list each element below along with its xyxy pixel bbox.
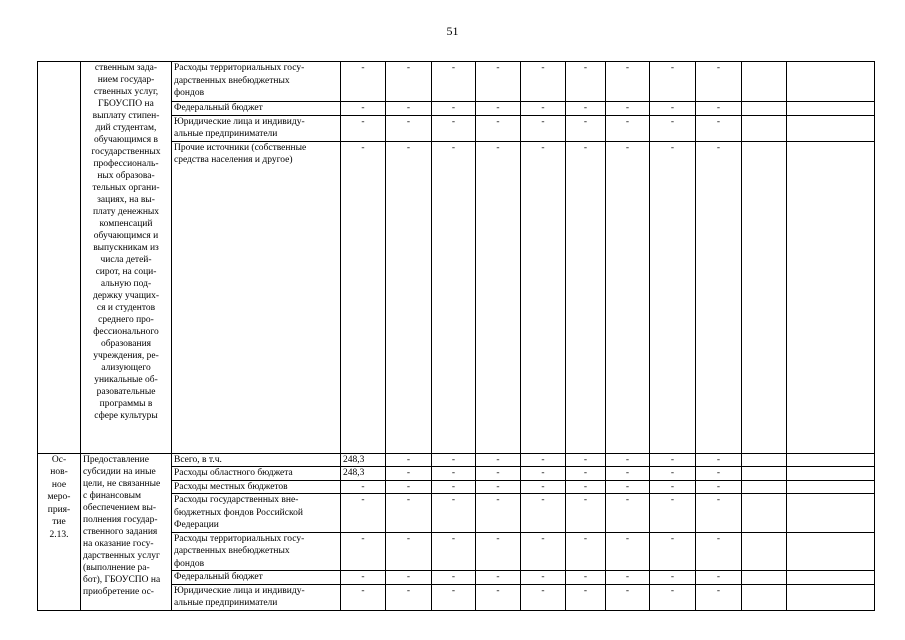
funding-source-cell: Расходы территориальных госу- дарственных внебюджетных фондов (172, 532, 341, 571)
value-cell: 248,3 (341, 453, 386, 467)
value-cell: - (606, 453, 650, 467)
funding-source-cell: Расходы территориальных госу- дарственных внебюджетных фондов (172, 62, 341, 102)
value-cell: - (566, 141, 606, 453)
funding-source-cell: Юридические лица и индивиду- альные предприниматели (172, 115, 341, 141)
value-cell: - (341, 115, 386, 141)
value-cell: - (386, 467, 432, 481)
value-cell: - (432, 571, 476, 585)
value-cell: - (650, 453, 696, 467)
value-cell: - (606, 467, 650, 481)
value-cell: - (606, 584, 650, 610)
budget-table (37, 61, 875, 611)
value-cell (787, 480, 875, 494)
value-cell: - (566, 584, 606, 610)
value-cell: - (696, 115, 742, 141)
funding-source-cell: Расходы государственных вне- бюджетных фондов Российской Федерации (172, 494, 341, 533)
value-cell: - (696, 584, 742, 610)
value-cell: - (696, 62, 742, 102)
value-cell: - (341, 532, 386, 571)
value-cell: - (650, 480, 696, 494)
value-cell: - (566, 453, 606, 467)
value-cell (742, 62, 787, 102)
value-cell: - (432, 494, 476, 533)
value-cell: - (341, 62, 386, 102)
value-cell: - (476, 141, 521, 453)
value-cell: - (566, 494, 606, 533)
value-cell: - (696, 453, 742, 467)
value-cell: - (696, 532, 742, 571)
value-cell: - (476, 467, 521, 481)
table-row (38, 453, 875, 467)
value-cell: - (521, 584, 566, 610)
value-cell: - (386, 494, 432, 533)
value-cell: - (650, 584, 696, 610)
table-row (38, 62, 875, 102)
value-cell (787, 62, 875, 102)
value-cell: - (341, 102, 386, 116)
value-cell: - (476, 480, 521, 494)
value-cell (787, 102, 875, 116)
value-cell: - (476, 584, 521, 610)
value-cell (742, 141, 787, 453)
value-cell: - (476, 453, 521, 467)
value-cell: - (650, 115, 696, 141)
value-cell: - (650, 494, 696, 533)
measure-description-cell: ственным задa- нием государ- ственных услуг, ГБОУСПО на выплату стипен- дий студентам, обучающимся в государственных профессиональ- ных образова- тельных органи- зациях, на вы- плату денежных компенсаций обучающимся и выпускникам из числа детей- сирот, на соци- альную под- держку учащих- ся и студентов среднего про- фессионального образования учреждения, ре- ализующего уникальные об- разовательные программы в сфере культуры (81, 62, 172, 454)
value-cell: - (521, 571, 566, 585)
value-cell: - (696, 480, 742, 494)
budget-table-body (38, 62, 875, 611)
value-cell (742, 532, 787, 571)
value-cell: - (606, 494, 650, 533)
value-cell: - (606, 115, 650, 141)
value-cell: - (341, 584, 386, 610)
value-cell: - (386, 115, 432, 141)
funding-source-cell: Всего, в т.ч. (172, 453, 341, 467)
value-cell: - (386, 141, 432, 453)
value-cell (742, 102, 787, 116)
value-cell: - (386, 102, 432, 116)
value-cell: - (341, 494, 386, 533)
value-cell: - (476, 494, 521, 533)
value-cell: - (386, 62, 432, 102)
value-cell: - (432, 532, 476, 571)
value-cell: - (696, 141, 742, 453)
value-cell: - (606, 141, 650, 453)
value-cell: - (566, 467, 606, 481)
value-cell: - (696, 102, 742, 116)
value-cell: - (432, 584, 476, 610)
funding-source-cell: Расходы местных бюджетов (172, 480, 341, 494)
value-cell: - (432, 62, 476, 102)
value-cell: - (521, 494, 566, 533)
value-cell: - (521, 453, 566, 467)
value-cell: - (650, 141, 696, 453)
value-cell: - (606, 571, 650, 585)
value-cell (787, 115, 875, 141)
funding-source-cell: Юридические лица и индивиду- альные предприниматели (172, 584, 341, 610)
value-cell: - (606, 102, 650, 116)
value-cell (787, 584, 875, 610)
value-cell: - (606, 480, 650, 494)
measure-number-cell: Ос- нов- ное меро- прия- тие 2.13. (38, 453, 81, 610)
value-cell: - (566, 102, 606, 116)
value-cell (742, 494, 787, 533)
value-cell (742, 467, 787, 481)
measure-description-cell: Предоставление субсидии на иные цели, не связанные с финансовым обеспечением вы- полнения государ- ственного задания на оказание госу- дарственных услуг (выполнение ра- бот), ГБОУСПО на приобретение ос- (81, 453, 172, 610)
value-cell: - (521, 467, 566, 481)
value-cell: - (696, 571, 742, 585)
value-cell: - (432, 467, 476, 481)
value-cell (742, 453, 787, 467)
value-cell: - (341, 480, 386, 494)
funding-source-cell: Федеральный бюджет (172, 102, 341, 116)
value-cell: - (432, 115, 476, 141)
value-cell: - (606, 532, 650, 571)
value-cell: - (696, 494, 742, 533)
value-cell (787, 141, 875, 453)
value-cell (787, 494, 875, 533)
value-cell: - (650, 571, 696, 585)
value-cell: - (341, 571, 386, 585)
value-cell: - (566, 115, 606, 141)
value-cell (742, 115, 787, 141)
value-cell: - (650, 62, 696, 102)
value-cell: - (566, 480, 606, 494)
value-cell: - (432, 453, 476, 467)
value-cell (742, 584, 787, 610)
value-cell: - (521, 532, 566, 571)
value-cell: - (650, 102, 696, 116)
value-cell: - (432, 102, 476, 116)
value-cell: - (476, 62, 521, 102)
value-cell: - (386, 480, 432, 494)
value-cell: - (521, 480, 566, 494)
value-cell: - (386, 584, 432, 610)
value-cell: - (341, 141, 386, 453)
value-cell (787, 467, 875, 481)
value-cell: - (476, 102, 521, 116)
value-cell: - (432, 141, 476, 453)
value-cell: - (606, 62, 650, 102)
value-cell: - (696, 467, 742, 481)
value-cell: - (521, 141, 566, 453)
value-cell (787, 532, 875, 571)
funding-source-cell: Прочие источники (собственные средства населения и другое) (172, 141, 341, 453)
value-cell: 248,3 (341, 467, 386, 481)
value-cell: - (476, 571, 521, 585)
value-cell (787, 571, 875, 585)
value-cell: - (566, 62, 606, 102)
value-cell: - (386, 532, 432, 571)
value-cell: - (432, 480, 476, 494)
value-cell: - (386, 453, 432, 467)
value-cell: - (476, 532, 521, 571)
value-cell: - (521, 62, 566, 102)
funding-source-cell: Расходы областного бюджета (172, 467, 341, 481)
value-cell: - (476, 115, 521, 141)
value-cell (787, 453, 875, 467)
value-cell: - (521, 102, 566, 116)
value-cell: - (566, 532, 606, 571)
value-cell: - (650, 467, 696, 481)
value-cell: - (386, 571, 432, 585)
value-cell: - (650, 532, 696, 571)
value-cell (742, 571, 787, 585)
value-cell: - (521, 115, 566, 141)
value-cell (742, 480, 787, 494)
page-number: 51 (446, 24, 459, 38)
funding-source-cell: Федеральный бюджет (172, 571, 341, 585)
value-cell: - (566, 571, 606, 585)
measure-number-cell (38, 62, 81, 454)
